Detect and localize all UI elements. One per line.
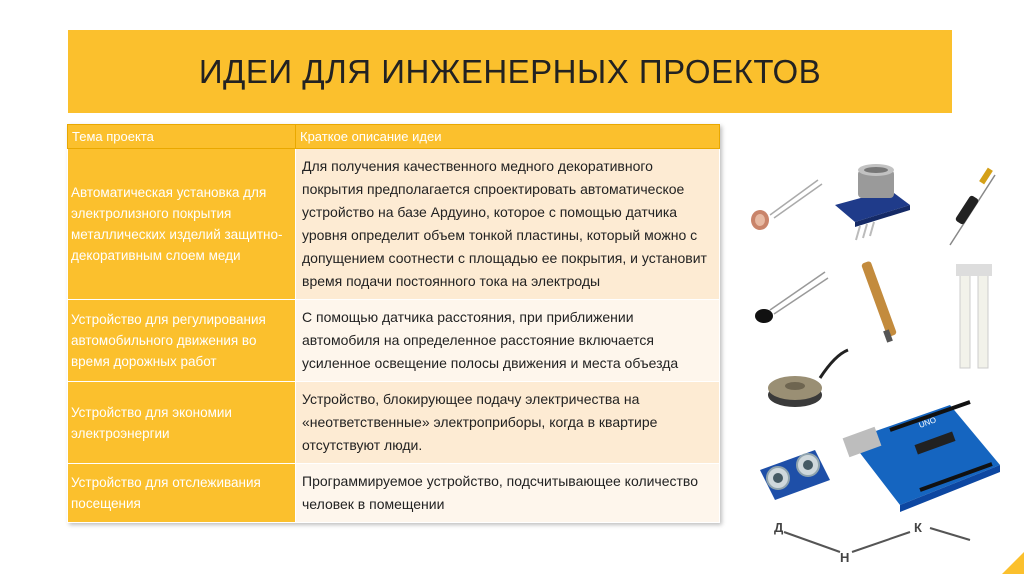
table-row xyxy=(68,382,720,464)
header-topic: Тема проекта xyxy=(68,125,296,149)
components-illustration xyxy=(740,160,1020,570)
row-topic: Устройство для отслеживания посещения xyxy=(68,464,296,523)
force-sensor-image xyxy=(768,350,848,407)
flex-sensor-image xyxy=(861,261,897,343)
logo-letter-n: Н xyxy=(840,550,850,565)
table-row xyxy=(68,300,720,382)
arduino-board-image xyxy=(843,402,1000,512)
ultrasonic-sensor-image xyxy=(760,450,830,500)
board-label: UNO xyxy=(917,415,938,430)
row-description: Для получения качественного медного декоративного покрытия предполагается спроектировать автоматическое устройство на базе Ардуино, которое с помощью датчика уровня определит объем тонкой пластины, который можно с допущением соотнести с площадью ее покрытия, и установит время подачи постоянного тока на электроды xyxy=(296,149,720,300)
logo-letter-k: К xyxy=(914,520,922,535)
row-description: Программируемое устройство, подсчитывающее количество человек в помещении xyxy=(296,464,720,523)
logo-letter-d: Д xyxy=(774,520,784,535)
row-description: С помощью датчика расстояния, при приближении автомобиля на определенное расстояние включается усиленное освещение полосы движения и места объезда xyxy=(296,300,720,382)
row-topic: Устройство для регулирования автомобильного движения во время дорожных работ xyxy=(68,300,296,382)
table-row xyxy=(68,149,720,300)
slide-title: ИДЕИ ДЛЯ ИНЖЕНЕРНЫХ ПРОЕКТОВ xyxy=(198,52,822,90)
row-topic: Автоматическая установка для электролизного покрытия металлических изделий защитно-декоративным слоем меди xyxy=(68,149,296,300)
row-topic: Устройство для экономии электроэнергии xyxy=(68,382,296,464)
table-header-row xyxy=(68,125,720,149)
dnk-logo xyxy=(774,520,970,565)
header-description: Краткое описание идеи xyxy=(296,125,720,149)
title-banner xyxy=(68,30,952,113)
corner-accent xyxy=(1002,552,1024,574)
row-description: Устройство, блокирующее подачу электричества на «неответственные» электроприборы, когда в квартире отсутствуют люди. xyxy=(296,382,720,464)
projects-table xyxy=(67,124,720,523)
tilt-sensor-image xyxy=(950,168,995,245)
soil-sensor-image xyxy=(956,264,992,368)
photoresistor-image xyxy=(751,180,822,230)
gas-sensor-image xyxy=(835,164,910,240)
table-row xyxy=(68,464,720,523)
thermistor-image xyxy=(755,272,828,323)
